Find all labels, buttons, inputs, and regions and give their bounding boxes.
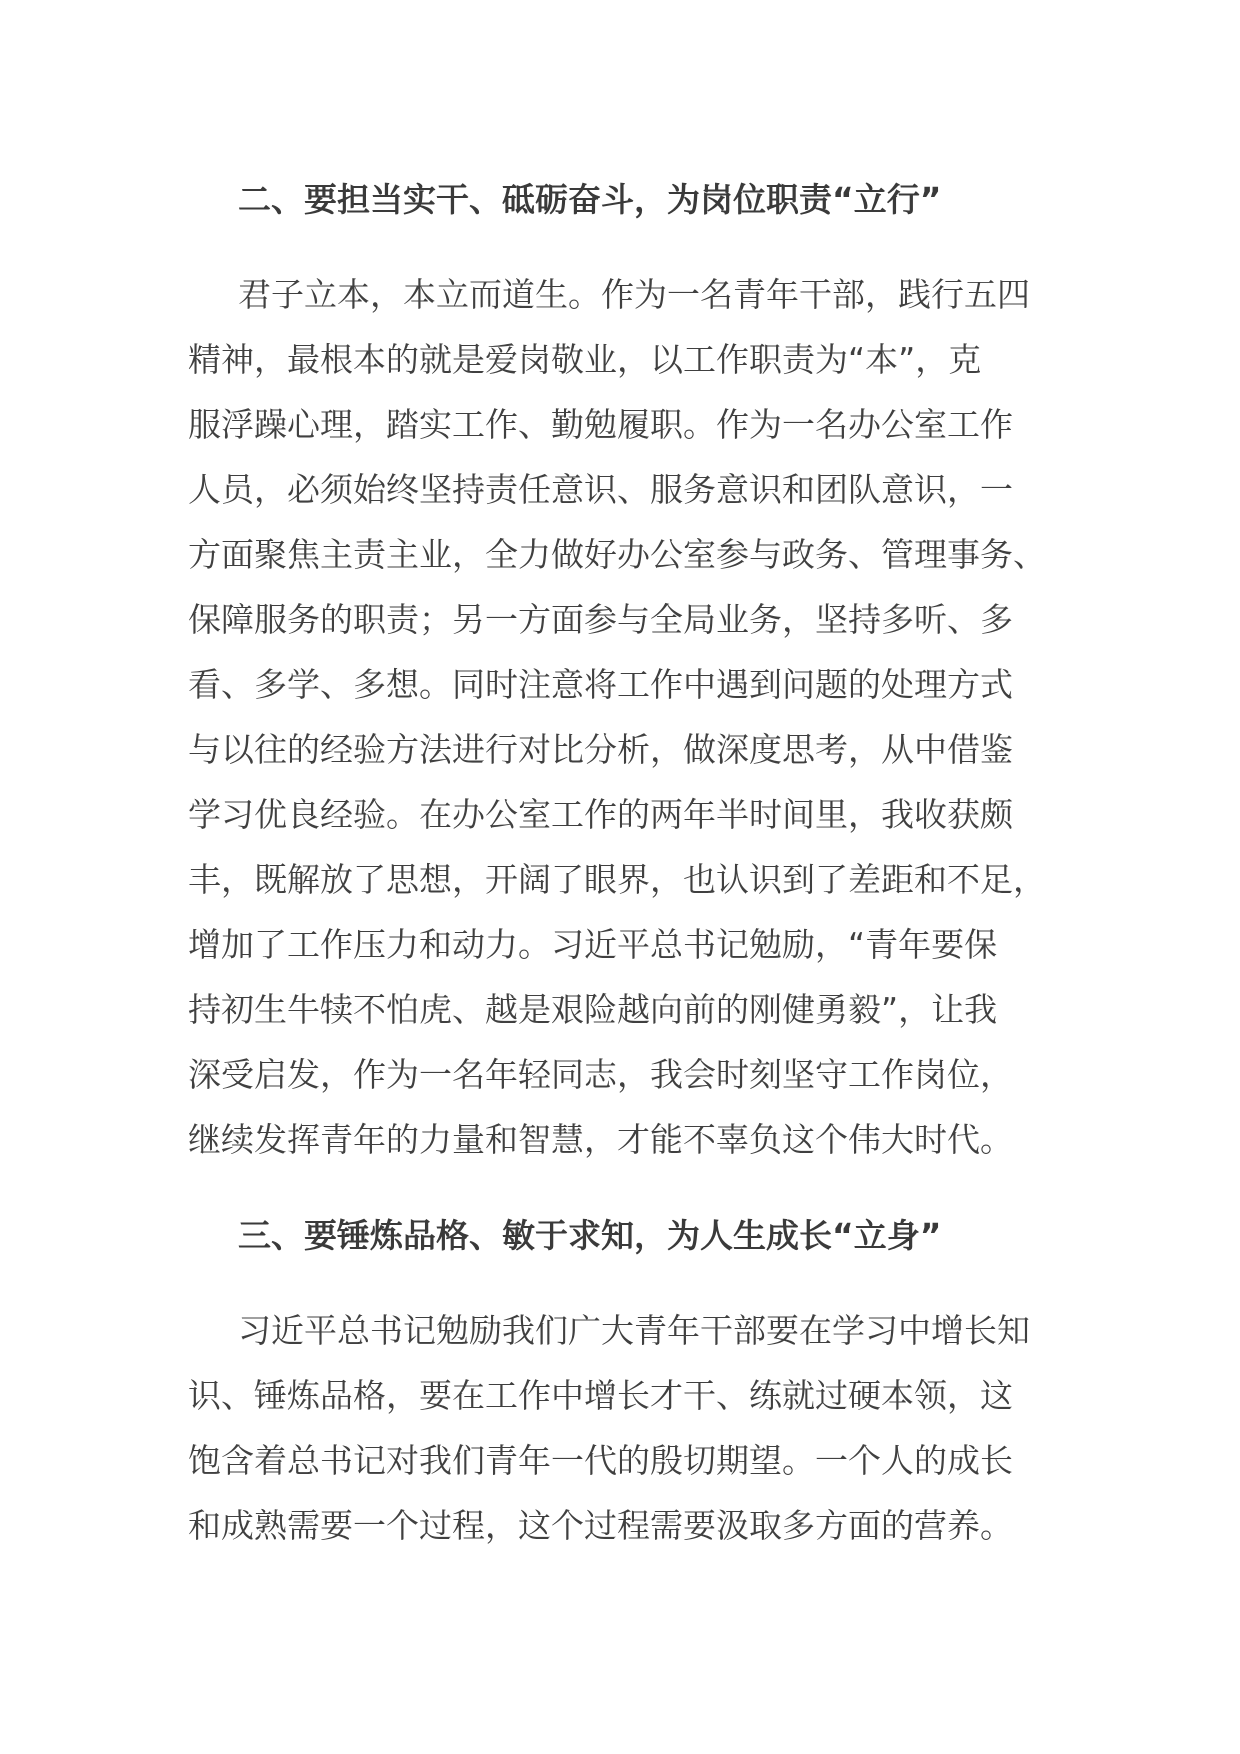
paragraph-line: 饱含着总书记对我们青年一代的殷切期望。一个人的成长 xyxy=(188,1441,1013,1480)
section-heading-3: 三、要锤炼品格、敏于求知，为人生成长“立身” xyxy=(238,1216,942,1255)
paragraph-line: 人员，必须始终坚持责任意识、服务意识和团队意识，一 xyxy=(188,470,1013,509)
paragraph-line: 丰，既解放了思想，开阔了眼界，也认识到了差距和不足， xyxy=(188,860,1046,899)
paragraph-line: 与以往的经验方法进行对比分析，做深度思考，从中借鉴 xyxy=(188,730,1013,769)
paragraph-line: 增加了工作压力和动力。习近平总书记勉励，“青年要保 xyxy=(188,925,998,964)
paragraph-line: 看、多学、多想。同时注意将工作中遇到问题的处理方式 xyxy=(188,665,1013,704)
paragraph-line: 精神，最根本的就是爱岗敬业，以工作职责为“本”，克 xyxy=(188,340,982,379)
paragraph-line: 识、锤炼品格，要在工作中增长才干、练就过硬本领，这 xyxy=(188,1376,1013,1415)
paragraph-line: 继续发挥青年的力量和智慧，才能不辜负这个伟大时代。 xyxy=(188,1120,1013,1159)
paragraph-line: 服浮躁心理，踏实工作、勤勉履职。作为一名办公室工作 xyxy=(188,405,1013,444)
paragraph-line: 深受启发，作为一名年轻同志，我会时刻坚守工作岗位， xyxy=(188,1055,1013,1094)
section-heading-2: 二、要担当实干、砥砺奋斗，为岗位职责“立行” xyxy=(238,180,942,219)
paragraph-line: 保障服务的职责；另一方面参与全局业务，坚持多听、多 xyxy=(188,600,1013,639)
paragraph-line: 君子立本，本立而道生。作为一名青年干部，践行五四 xyxy=(238,275,1030,314)
paragraph-line: 和成熟需要一个过程，这个过程需要汲取多方面的营养。 xyxy=(188,1506,1013,1545)
paragraph-line: 学习优良经验。在办公室工作的两年半时间里，我收获颇 xyxy=(188,795,1013,834)
paragraph-line: 持初生牛犊不怕虎、越是艰险越向前的刚健勇毅”，让我 xyxy=(188,990,998,1029)
paragraph-1 xyxy=(188,262,1054,1172)
paragraph-line: 习近平总书记勉励我们广大青年干部要在学习中增长知 xyxy=(238,1311,1030,1350)
paragraph-2 xyxy=(188,1298,1054,1558)
paragraph-line: 方面聚焦主责主业，全力做好办公室参与政务、管理事务、 xyxy=(188,535,1046,574)
document-page xyxy=(188,170,1054,1558)
